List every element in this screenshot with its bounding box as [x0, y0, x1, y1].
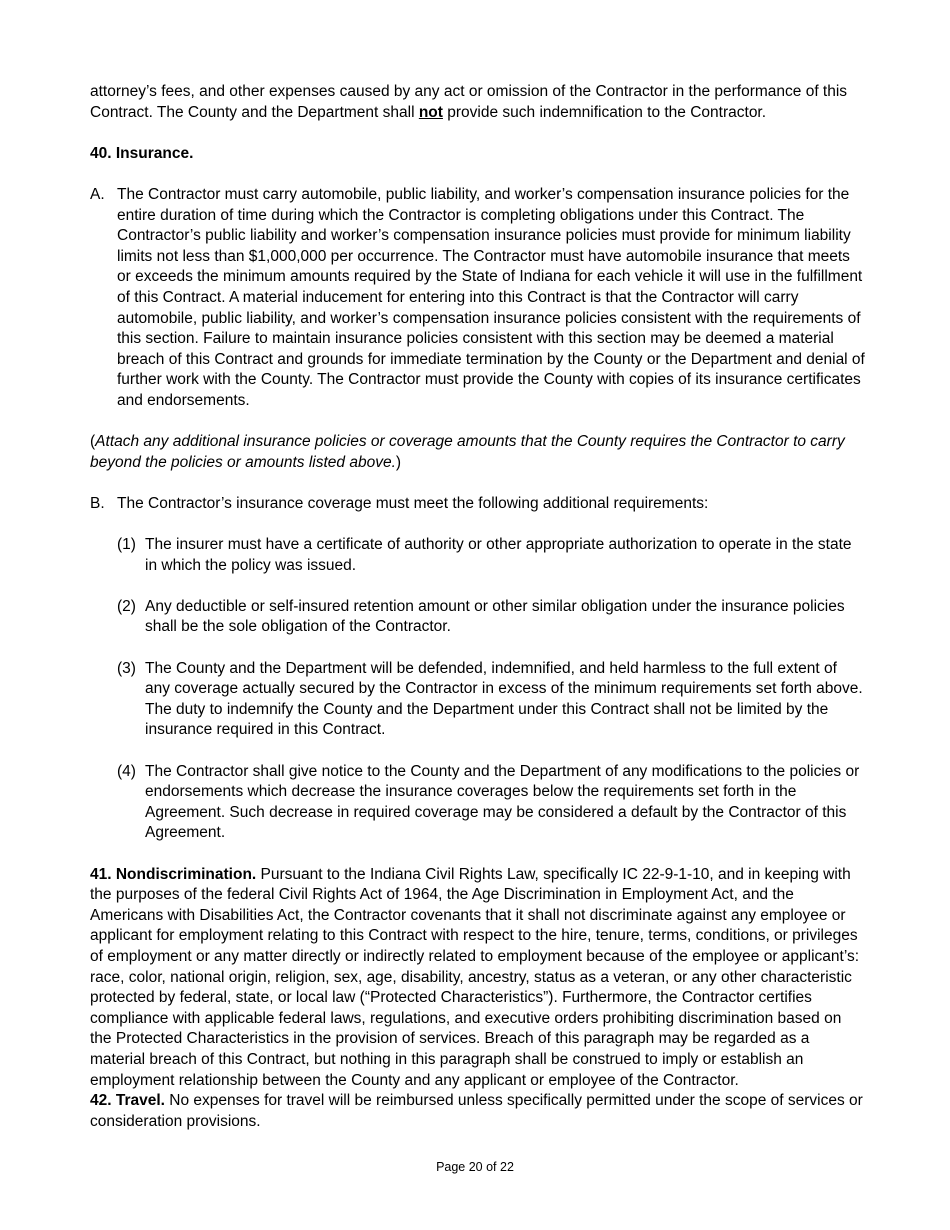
section-41-paragraph — [90, 865, 865, 1092]
intro-emphasis: not — [418, 103, 443, 121]
item-text: The Contractor’s insurance coverage must meet the following additional requirements: — [117, 494, 709, 512]
subitem-text: The Contractor shall give notice to the County and the Department of any modifications to the policies or endorsements which decrease the insurance coverages below the requirements set forth in the Agreement. Such decrease in required coverage may be considered a default by the Contractor of this Agreement. — [145, 762, 860, 842]
list-item — [117, 659, 865, 741]
insurance-note — [90, 432, 865, 473]
intro-paragraph — [90, 82, 865, 123]
subitem-marker: (3) — [117, 659, 136, 677]
section-40-heading: 40. Insurance. — [90, 144, 194, 162]
document-page — [90, 82, 865, 1132]
section-42-text: No expenses for travel will be reimbursed unless specifically permitted under the scope of services or consideration provisions. — [90, 1092, 863, 1130]
section-42-heading: 42. Travel. — [90, 1092, 165, 1110]
subitem-marker: (1) — [117, 536, 136, 554]
note-italic-text: Attach any additional insurance policies or coverage amounts that the County requires the Contractor to carry beyond the policies or amounts listed above. — [90, 433, 845, 471]
page-number: Page 20 of 22 — [436, 1160, 514, 1174]
list-item — [117, 597, 865, 638]
intro-text-1: attorney’s fees, and other expenses caused by any act or omission of the Contractor in the performance of this Contract. The County and the Department shall — [90, 83, 848, 121]
section-41-text: Pursuant to the Indiana Civil Rights Law, specifically IC 22-9-1-10, and in keeping with the purposes of the federal Civil Rights Act of 1964, the Age Discrimination in Employment Act, and the Americans with Disabilities Act, the Contractor covenants that it shall not discriminate against any employee or applicant for employment relating to this Contract with respect to the hire, tenure, terms, conditions, or privileges of employment or any matter directly or indirectly related to employment because of the employee or applicant’s: race, color, national origin, religion, sex, age, disability, ancestry, status as a veteran, or any other characteristic protected by federal, state, or local law (“Protected Characteristics”). Furthermore, the Contractor certifies compliance with applicable federal laws, regulations, and executive orders prohibiting discrimination based on the Protected Characteristics in the provision of services. Breach of this paragraph may be regarded as a material breach of this Contract, but nothing in this paragraph shall be construed to imply or establish an employment relationship between the County and any applicant or employee of the Contractor. — [90, 865, 860, 1089]
list-item — [117, 762, 865, 844]
subitem-text: Any deductible or self-insured retention amount or other similar obligation under the insurance policies shall be the sole obligation of the Contractor. — [145, 597, 845, 636]
subitem-marker: (2) — [117, 597, 136, 615]
section-40-item-a — [90, 185, 865, 412]
intro-text-2: provide such indemnification to the Contractor. — [442, 103, 767, 121]
subitem-text: The County and the Department will be defended, indemnified, and held harmless to the full extent of any coverage actually secured by the Contractor in excess of the minimum requirements set forth above. The duty to indemnify the County and the Department under this Contract shall not be limited by the insurance required in this Contract. — [145, 659, 863, 739]
item-marker: A. — [90, 185, 105, 203]
list-item — [117, 535, 865, 576]
section-41-heading: 41. Nondiscrimination. — [90, 865, 257, 883]
item-text: The Contractor must carry automobile, public liability, and worker’s compensation insurance policies for the entire duration of time during which the Contractor is completing obligations under this Contract. The Contractor’s public liability and worker’s compensation insurance policies must provide for minimum liability limits not less than $1,000,000 per occurrence. The Contractor must have automobile insurance that meets or exceeds the minimum amounts required by the State of Indiana for each vehicle it will use in the fulfillment of this Contract. A material inducement for entering into this Contract is that the Contractor will carry automobile, public liability, and worker’s compensation insurance policies consistent with the requirements of this section. Failure to maintain insurance policies consistent with this section may be deemed a material breach of this Contract and grounds for immediate termination by the County or the Department and denial of further work with the County. The Contractor must provide the County with copies of its insurance certificates and endorsements. — [117, 185, 865, 409]
section-42-paragraph — [90, 1091, 865, 1132]
subitem-text: The insurer must have a certificate of authority or other appropriate authorization to operate in the state in which the policy was issued. — [145, 536, 852, 574]
subitem-marker: (4) — [117, 762, 136, 780]
note-close-paren: ) — [395, 453, 402, 471]
note-open-paren: ( — [90, 433, 96, 451]
section-40-item-b — [90, 494, 865, 515]
item-marker: B. — [90, 494, 105, 512]
